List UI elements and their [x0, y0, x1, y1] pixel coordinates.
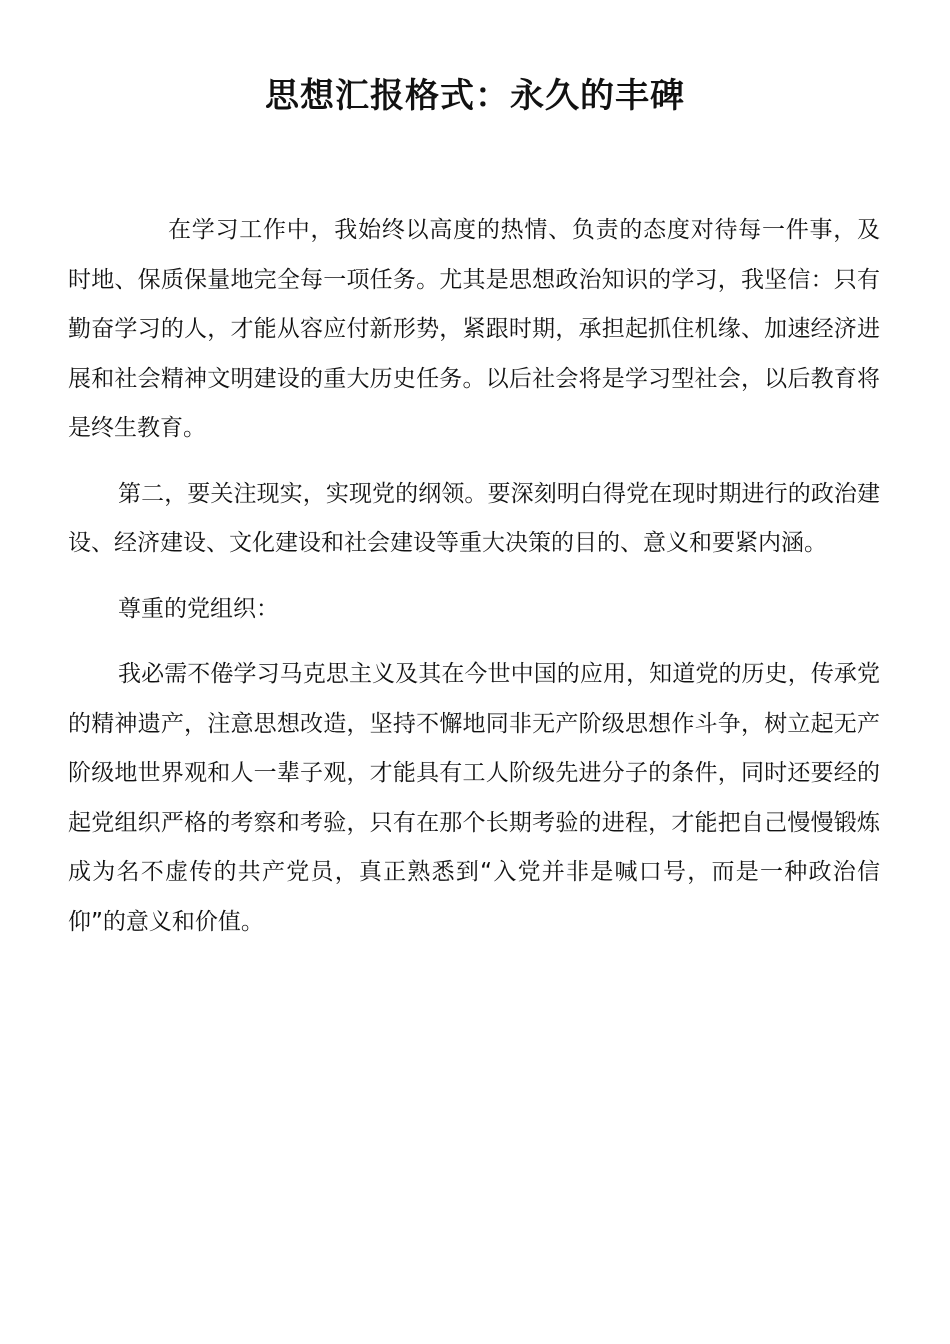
paragraph: 第二，要关注现实，实现党的纲领。要深刻明白得党在现时期进行的政治建设、经济建设、文化建设和社会建设等重大决策的目的、意义和要紧内涵。 [68, 480, 880, 556]
paragraph: 在学习工作中，我始终以高度的热情、负责的态度对待每一件事，及时地、保质保量地完全每一项任务。尤其是思想政治知识的学习，我坚信：只有勤奋学习的人，才能从容应付新形势，紧跟时期，承担起抓住机缘、加速经济进展和社会精神文明建设的重大历史任务。以后社会将是学习型社会，以后教育将是终生教育。 [68, 217, 880, 441]
document-title: 思想汇报格式：永久的丰碑 [265, 76, 685, 116]
salutation: 尊重的党组织： [118, 595, 279, 622]
document-body [68, 206, 880, 947]
paragraph: 我必需不倦学习马克思主义及其在今世中国的应用，知道党的历史，传承党的精神遗产，注意思想改造，坚持不懈地同非无产阶级思想作斗争，树立起无产阶级地世界观和人一辈子观，才能具有工人阶级先进分子的条件，同时还要经的起党组织严格的考察和考验，只有在那个长期考验的进程，才能把自己慢慢锻炼成为名不虚传的共产党员，真正熟悉到“入党并非是喊口号，而是一种政治信仰”的意义和价值。 [68, 661, 880, 935]
